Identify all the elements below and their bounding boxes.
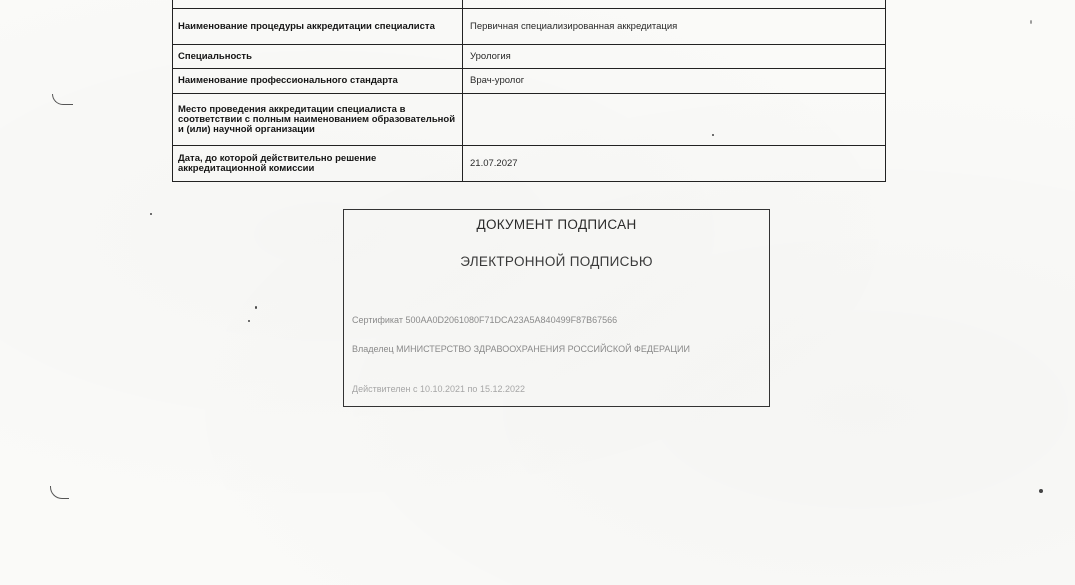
- row-value: [463, 0, 886, 9]
- table-row: [173, 9, 886, 45]
- accreditation-info-table: [172, 0, 886, 182]
- certificate-owner: Владелец МИНИСТЕРСТВО ЗДРАВООХРАНЕНИЯ РОССИЙСКОЙ ФЕДЕРАЦИИ: [352, 344, 690, 354]
- table-row: [173, 45, 886, 69]
- scan-speck: [255, 306, 257, 309]
- specialty-value: Урология: [463, 45, 886, 69]
- scan-speck: [150, 213, 152, 215]
- row-label: [173, 0, 463, 9]
- table-row: [173, 94, 886, 146]
- decision-valid-until-label: Дата, до которой действительно решение аккредитационной комиссии: [173, 146, 463, 182]
- certificate-validity: Действителен с 10.10.2021 по 15.12.2022: [352, 384, 525, 394]
- accreditation-place-value: [463, 94, 886, 146]
- professional-standard-label: Наименование профессионального стандарта: [173, 69, 463, 94]
- procedure-name-value: Первичная специализированная аккредитация: [463, 9, 886, 45]
- certificate-number: Сертификат 500AA0D2061080F71DCA23A5A840499F87B67566: [352, 315, 618, 325]
- procedure-name-label: Наименование процедуры аккредитации специалиста: [173, 9, 463, 45]
- decision-valid-until-value: 21.07.2027: [463, 146, 886, 182]
- stamp-title-line1: ДОКУМЕНТ ПОДПИСАН: [476, 217, 637, 232]
- scan-speck: [248, 320, 250, 322]
- scan-artifact: [50, 486, 69, 499]
- table-row: [173, 0, 886, 9]
- scan-speck: [1030, 20, 1032, 24]
- stamp-title-line2: ЭЛЕКТРОННОЙ ПОДПИСЬЮ: [460, 254, 653, 269]
- professional-standard-value: Врач-уролог: [463, 69, 886, 94]
- specialty-label: Специальность: [173, 45, 463, 69]
- table-row: [173, 146, 886, 182]
- scan-speck: [712, 134, 714, 136]
- scan-artifact: [52, 94, 73, 105]
- table-row: [173, 69, 886, 94]
- accreditation-place-label: Место проведения аккредитации специалиста в соответствии с полным наименованием образовательной и (или) научной организации: [173, 94, 463, 146]
- scan-speck: [1039, 489, 1043, 493]
- electronic-signature-stamp: [343, 209, 770, 407]
